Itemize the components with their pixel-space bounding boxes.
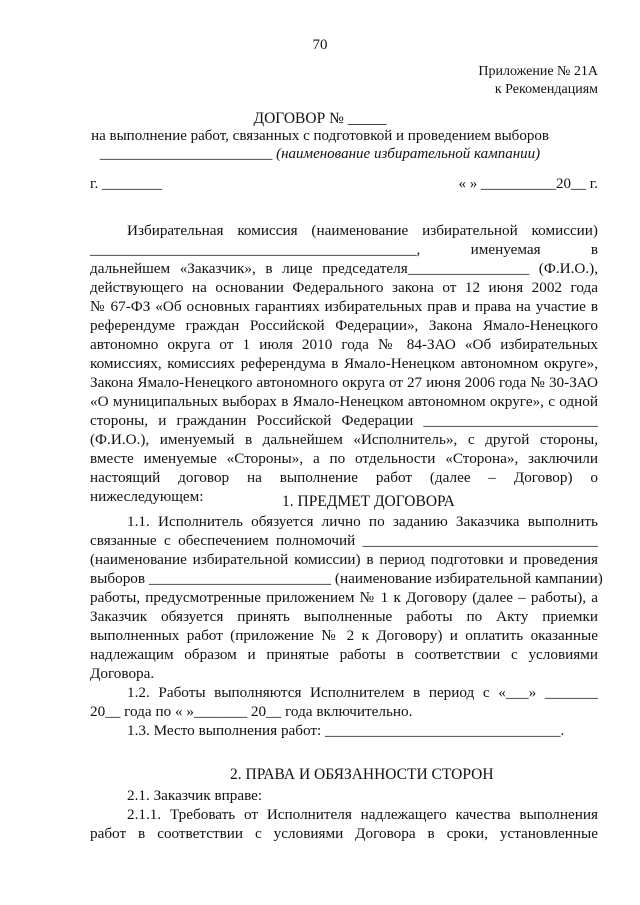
contract-title: ДОГОВОР № _____	[253, 110, 387, 127]
preamble-line: стороны, и гражданин Российской Федерации _______________________	[90, 412, 598, 429]
preamble-line: референдуме граждан Российской Федерации», Закона Ямало-Ненецкого	[90, 317, 598, 334]
section-1-line: выполненных работ (приложение № 2 к Договору) и оплатить оказанные	[90, 627, 598, 644]
preamble-line: настоящий договор на выполнение работ (далее – Договор) о	[90, 469, 598, 486]
section-1-line: связанные с обеспечением полномочий _______________________________	[90, 532, 598, 549]
section-1-line: 1.2. Работы выполняются Исполнителем в период с «___» _______	[127, 684, 598, 701]
section-1-line: надлежащим образом и принятые работы в соответствии с условиями	[90, 646, 598, 663]
section-2-line: 2.1.1. Требовать от Исполнителя надлежащего качества выполнения	[127, 806, 598, 823]
preamble-line: комиссиях, комиссиях референдума в Ямало-Ненецком автономном округе»,	[90, 355, 598, 372]
appendix-reference: к Рекомендациям	[494, 82, 598, 97]
preamble-line: Закона Ямало-Ненецкого автономного округа от 27 июня 2006 года № 30-ЗАО	[90, 374, 598, 391]
preamble-line: «О муниципальных выборах в Ямало-Ненецком автономном округе», с одной	[90, 393, 598, 410]
section-2-line: работ в соответствии с условиями Договора в сроки, установленные	[90, 825, 598, 842]
city-field: г. ________	[90, 176, 162, 192]
section-1-line: (наименование избирательной комиссии) в период подготовки и проведения	[90, 551, 598, 568]
preamble-line: действующего на основании Федерального закона от 12 июня 2002 года	[90, 279, 598, 296]
campaign-name-line: _______________________ (наименование избирательной кампании)	[99, 146, 541, 162]
section-2-heading: 2. ПРАВА И ОБЯЗАННОСТИ СТОРОН	[230, 766, 494, 783]
page-number: 70	[312, 37, 328, 53]
preamble-line: (Ф.И.О.), именуемый в дальнейшем «Исполнитель», с другой стороны,	[90, 431, 598, 448]
preamble-line: дальнейшем «Заказчик», в лице председателя________________ (Ф.И.О.),	[90, 260, 598, 277]
appendix-label: Приложение № 21А	[478, 64, 598, 79]
section-1-line: Заказчик обязуется принять выполненные работы по Акту приемки	[90, 608, 598, 625]
section-1-line: 1.3. Место выполнения работ: _______________________________.	[127, 722, 565, 739]
preamble-line: ___________________________________________, именуемая в	[90, 241, 598, 258]
section-2-line: 2.1. Заказчик вправе:	[127, 787, 263, 804]
section-1-line: 1.1. Исполнитель обязуется лично по заданию Заказчика выполнить	[127, 513, 598, 530]
section-1-line: выборов ________________________ (наименование избирательной кампании)	[90, 570, 603, 587]
date-field: « » __________20__ г.	[458, 176, 598, 192]
section-1-line: 20__ года по « »_______ 20__ года включительно.	[90, 703, 413, 720]
preamble-line: № 67-ФЗ «Об основных гарантиях избирательных прав и права на участие в	[90, 298, 598, 315]
section-1-line: Договора.	[90, 665, 155, 682]
contract-subtitle: на выполнение работ, связанных с подготовкой и проведением выборов	[91, 128, 549, 144]
preamble-line: нижеследующем:	[90, 488, 204, 505]
section-1-heading: 1. ПРЕДМЕТ ДОГОВОРА	[282, 493, 455, 510]
preamble-line: вместе именуемые «Стороны», а по отдельности «Сторона», заключили	[90, 450, 598, 467]
preamble-line: Избирательная комиссия (наименование избирательной комиссии)	[127, 222, 598, 239]
preamble-line: автономно округа от 1 июля 2010 года № 84-ЗАО «Об избирательных	[90, 336, 598, 353]
section-1-line: работы, предусмотренные приложением № 1 к Договору (далее – работы), а	[90, 589, 598, 606]
